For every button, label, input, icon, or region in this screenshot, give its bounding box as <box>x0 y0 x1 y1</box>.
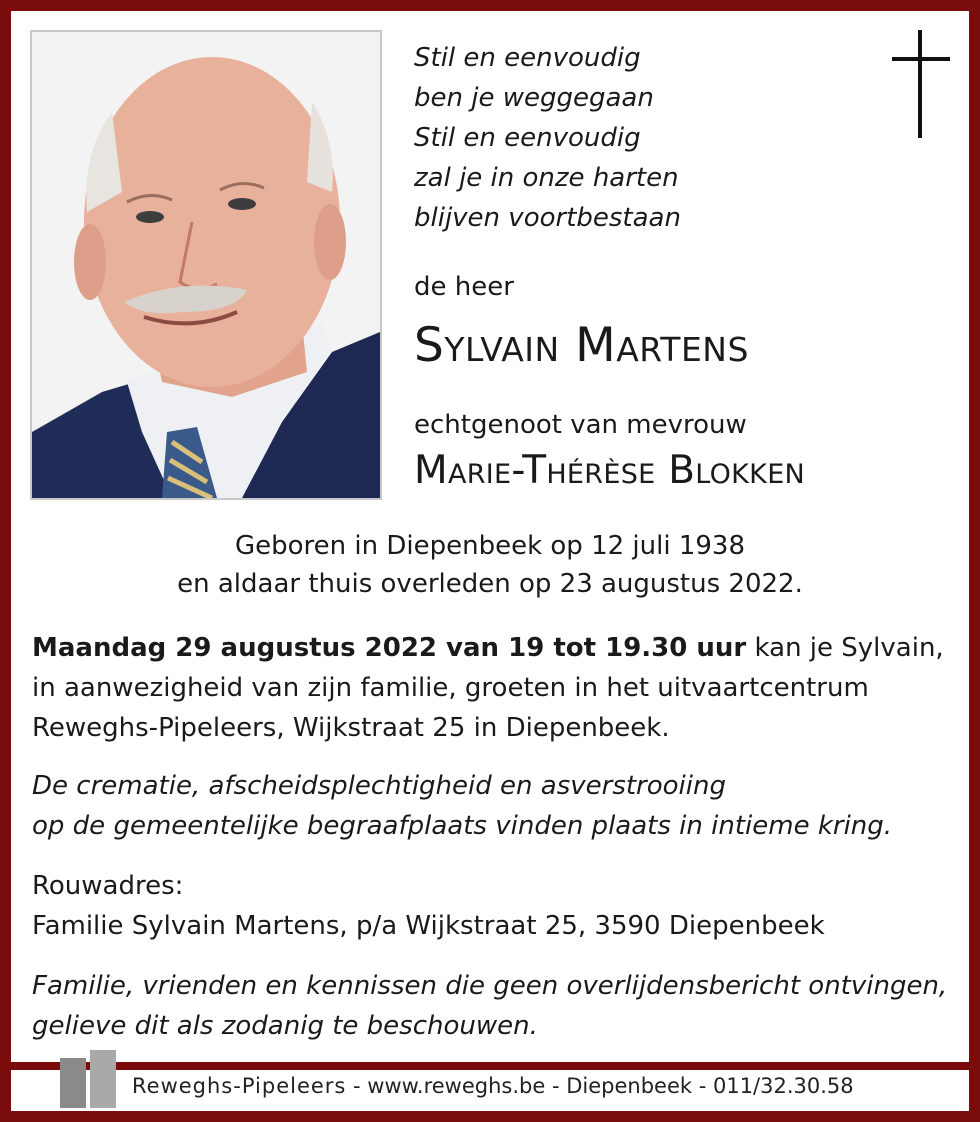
ceremony-line: op de gemeentelijke begraafplaats vinden plaats in intieme kring. <box>32 811 893 841</box>
footer-phone: 011/32.30.58 <box>712 1074 854 1098</box>
poem-line: zal je in onze harten <box>414 163 679 193</box>
birth-death-dates <box>11 527 969 603</box>
cross-icon <box>890 30 950 138</box>
address-value: Familie Sylvain Martens, p/a Wijkstraat 25, 3590 Diepenbeek <box>32 911 825 941</box>
footer-town: Diepenbeek <box>566 1074 693 1098</box>
visitation-date: Maandag 29 augustus 2022 van 19 tot 19.30 uur <box>32 633 747 663</box>
deceased-title: de heer <box>414 272 514 302</box>
funeral-home-logo-icon <box>58 1050 118 1108</box>
footer-website: www.reweghs.be <box>367 1074 546 1098</box>
birth-line: Geboren in Diepenbeek op 12 juli 1938 <box>234 531 746 561</box>
poem <box>414 38 681 238</box>
death-line: en aldaar thuis overleden op 23 augustus 2022. <box>177 569 803 599</box>
poem-line: Stil en eenvoudig <box>414 43 641 73</box>
poem-line: blijven voortbestaan <box>414 203 681 233</box>
footer-separator: - <box>346 1074 368 1098</box>
notice-paragraph <box>32 966 962 1046</box>
footer-separator: - <box>692 1074 713 1098</box>
poem-line: Stil en eenvoudig <box>414 123 641 153</box>
notice-line: gelieve dit als zodanig te beschouwen. <box>32 1011 538 1041</box>
ceremony-line: De crematie, afscheidsplechtigheid en asverstrooiing <box>32 771 726 801</box>
ceremony-paragraph <box>32 766 962 846</box>
deceased-name: Sylvain Martens <box>414 318 749 373</box>
spouse-name: Marie-Thérèse Blokken <box>414 448 806 493</box>
visitation-text: kan je Sylvain, <box>746 633 944 663</box>
address-label: Rouwadres: <box>32 871 184 901</box>
portrait-photo <box>30 30 382 500</box>
footer-company: Reweghs-Pipeleers <box>132 1074 347 1098</box>
footer-divider <box>11 1062 969 1070</box>
poem-line: ben je weggegaan <box>414 83 654 113</box>
visitation-location: Reweghs-Pipeleers, Wijkstraat 25 in Diepenbeek. <box>32 713 670 743</box>
visitation-line: in aanwezigheid van zijn familie, groeten in het uitvaartcentrum <box>32 673 869 703</box>
visitation-paragraph <box>32 628 962 748</box>
footer-contact <box>132 1074 854 1098</box>
mourning-address <box>32 866 962 946</box>
notice-line: Familie, vrienden en kennissen die geen overlijdensbericht ontvingen, <box>32 971 948 1001</box>
footer-separator: - <box>545 1074 567 1098</box>
spouse-relation: echtgenoot van mevrouw <box>414 410 747 440</box>
